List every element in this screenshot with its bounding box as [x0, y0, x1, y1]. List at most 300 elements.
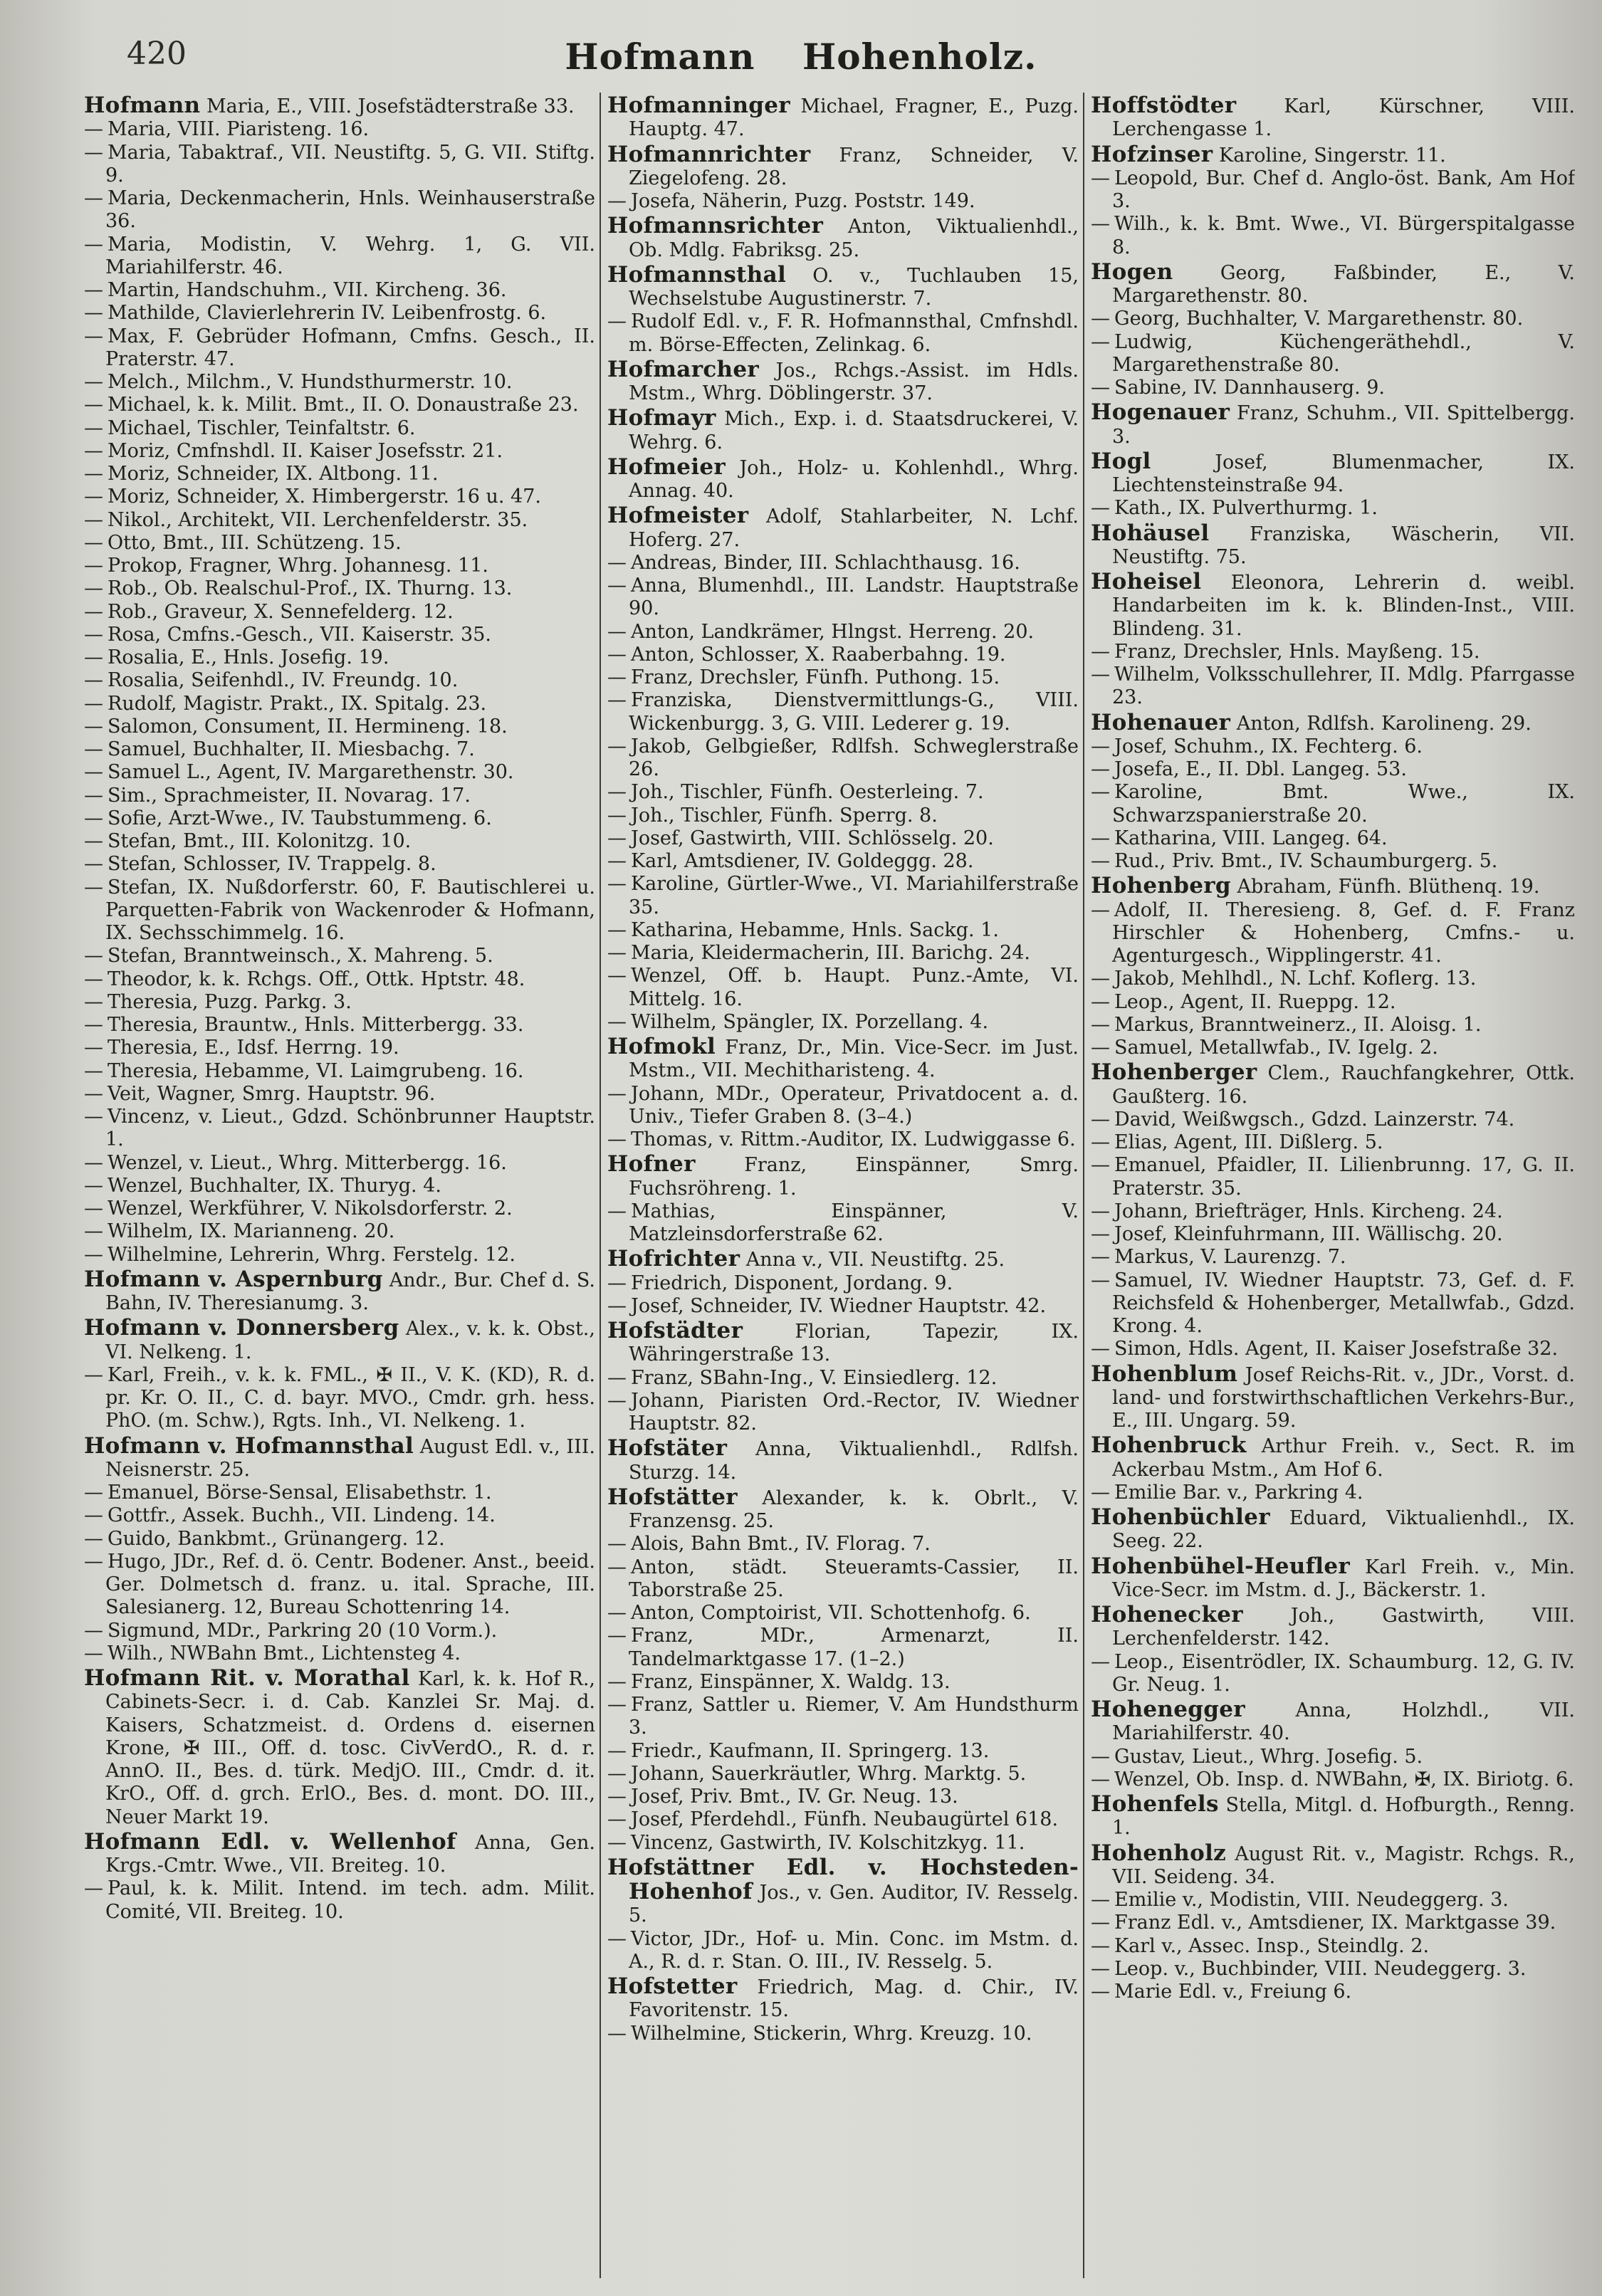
repeat-dash: —	[84, 784, 103, 807]
entry-text: Rudolf Edl. v., F. R. Hofmannsthal, Cmfnshdl. m. Börse-Effecten, Zelinkag. 6.	[629, 310, 1079, 356]
entry-text: Wenzel, Buchhalter, IX. Thuryg. 4.	[108, 1174, 441, 1197]
entry-text: Karl, Amtsdiener, IV. Goldeggg. 28.	[631, 850, 974, 872]
directory-entry-sub	[1091, 781, 1575, 827]
entry-text: Mathias, Einspänner, V. Matzleinsdorferstraße 62.	[629, 1200, 1079, 1245]
entry-text: Friedr., Kaufmann, II. Springerg. 13.	[631, 1739, 990, 1762]
entry-text: Max, F. Gebrüder Hofmann, Cmfns. Gesch., II. Praterstr. 47.	[105, 325, 595, 370]
repeat-dash: —	[84, 945, 103, 968]
repeat-dash: —	[84, 233, 103, 256]
entry-surname: Hofmanninger	[607, 93, 790, 118]
entry-text: Karoline, Gürtler-Wwe., VI. Mariahilferstraße 35.	[629, 873, 1079, 918]
entry-surname: Hofrichter	[607, 1246, 740, 1272]
directory-entry-sub	[1091, 1246, 1575, 1269]
directory-entry-sub	[1091, 1482, 1575, 1504]
repeat-dash: —	[84, 439, 103, 462]
repeat-dash: —	[1091, 1957, 1110, 1980]
entry-text: Josef, Pferdehdl., Fünfh. Neubaugürtel 618.	[631, 1808, 1059, 1831]
entry-text: Paul, k. k. Milit. Intend. im tech. adm. Milit. Comité, VII. Breiteg. 10.	[105, 1877, 595, 1923]
entry-text: Karl, k. k. Hof R., Cabinets-Secr. i. d. Cab. Kanzlei Sr. Maj. d. Kaisers, Schatzmeist. d. Ordens d. eisernen Krone, ✠ III., Off. d. tosc. CivVerdO., R. d. r. AnnO. II., Bes. d. türk. MedjO. III., Cmdr. d. it. KrO., Off. d. grch. ErlO., Bes. d. mont. DO. III., Neuer Markt 19.	[105, 1668, 595, 1828]
entry-text: Emilie v., Modistin, VIII. Neudeggerg. 3.	[1114, 1889, 1509, 1911]
directory-entry-sub	[607, 1128, 1079, 1151]
repeat-dash: —	[84, 1619, 103, 1642]
entry-text: Clem., Rauchfangkehrer, Ottk. Gaußterg. 16.	[1112, 1062, 1575, 1108]
directory-entry-main	[607, 1975, 1079, 2023]
entry-text: Wilhelmine, Stickerin, Whrg. Kreuzg. 10.	[631, 2022, 1032, 2045]
repeat-dash: —	[607, 942, 627, 964]
directory-entry-sub	[84, 463, 595, 486]
directory-entry-sub	[1091, 1768, 1575, 1791]
entry-text: Jos., Rchgs.-Assist. im Hdls. Mstm., Whrg. Döblingerstr. 37.	[629, 359, 1079, 404]
repeat-dash: —	[1091, 781, 1110, 804]
directory-entry-sub	[1091, 991, 1575, 1014]
repeat-dash: —	[84, 1197, 103, 1220]
entry-text: Marie Edl. v., Freiung 6.	[1114, 1981, 1352, 2003]
entry-text: Otto, Bmt., III. Schützeng. 15.	[108, 531, 402, 554]
entry-text: Wenzel, Off. b. Haupt. Punz.-Amte, VI. Mittelg. 16.	[629, 965, 1079, 1010]
entry-surname: Hofstäter	[607, 1435, 728, 1462]
directory-entry-main	[607, 143, 1079, 191]
entry-text: Vincenz, Gastwirth, IV. Kolschitzkyg. 11.	[631, 1831, 1025, 1854]
repeat-dash: —	[84, 646, 103, 669]
repeat-dash: —	[84, 990, 103, 1013]
entry-text: Karl v., Assec. Insp., Steindlg. 2.	[1114, 1934, 1430, 1957]
entry-surname: Hohenblum	[1091, 1361, 1238, 1387]
directory-entry-sub	[607, 781, 1079, 804]
directory-entry-sub	[1091, 1200, 1575, 1223]
entry-text: Moriz, Schneider, IX. Altbong. 11.	[108, 463, 439, 485]
entry-text: Franziska, Dienstvermittlungs-G., VIII. Wickenburgg. 3, G. VIII. Lederer g. 19.	[629, 689, 1079, 735]
directory-entry-sub	[84, 394, 595, 416]
directory-entry-main	[1091, 450, 1575, 498]
entry-text: Karl, Kürschner, VIII. Lerchengasse 1.	[1112, 95, 1575, 141]
directory-entry-main	[607, 504, 1079, 552]
entry-text: Stefan, IX. Nußdorferstr. 60, F. Bautischlerei u. Parquetten-Fabrik von Wackenroder & Hofmann, IX. Sechsschimmelg. 16.	[105, 876, 595, 944]
entry-text: Markus, Branntweinerz., II. Aloisg. 1.	[1114, 1013, 1482, 1036]
entry-text: Eduard, Viktualienhdl., IX. Seeg. 22.	[1112, 1507, 1575, 1553]
directory-entry-sub	[84, 577, 595, 600]
directory-entry-sub	[84, 1364, 595, 1433]
entry-text: Anna, Viktualienhdl., Rdlfsh. Sturzg. 14.	[629, 1438, 1079, 1484]
directory-entry-sub	[84, 1106, 595, 1152]
repeat-dash: —	[607, 1602, 627, 1624]
entry-text: Gustav, Lieut., Whrg. Josefig. 5.	[1114, 1745, 1423, 1768]
directory-entry-main	[1091, 1842, 1575, 1889]
directory-entry-main	[1091, 1434, 1575, 1482]
directory-entry-main	[1091, 1698, 1575, 1746]
entry-text: Michael, k. k. Milit. Bmt., II. O. Donaustraße 23.	[108, 394, 579, 416]
entry-text: Mathilde, Clavierlehrerin IV. Leibenfrostg. 6.	[108, 302, 547, 325]
entry-text: Markus, V. Laurenzg. 7.	[1114, 1246, 1346, 1269]
entry-text: Thomas, v. Rittm.-Auditor, IX. Ludwiggasse 6.	[631, 1128, 1076, 1150]
directory-entry-sub	[84, 532, 595, 555]
directory-entry-sub	[607, 735, 1079, 782]
repeat-dash: —	[607, 643, 627, 666]
entry-text: Georg, Buchhalter, V. Margarethenstr. 80.	[1114, 308, 1524, 330]
entry-text: Andr., Bur. Chef d. S. Bahn, IV. Theresianumg. 3.	[105, 1269, 595, 1314]
entry-text: Josef Reichs-Rit. v., JDr., Vorst. d. land- und forstwirthschaftlichen Verkehrs-Bur., E., III. Ungarg. 59.	[1112, 1363, 1575, 1432]
repeat-dash: —	[1091, 1981, 1110, 2003]
entry-text: Anton, Comptoirist, VII. Schottenhofg. 6.	[631, 1602, 1031, 1624]
entry-text: Victor, JDr., Hof- u. Min. Conc. im Mstm. d. A., R. d. r. Stan. O. III., IV. Resselg. 5.	[629, 1927, 1079, 1973]
entry-surname: Hofmarcher	[607, 356, 759, 382]
entry-text: Adolf, Stahlarbeiter, N. Lchf. Hoferg. 27.	[629, 505, 1079, 551]
directory-entry-main	[607, 1247, 1079, 1272]
entry-surname: Hofmeister	[607, 503, 749, 529]
entry-surname: Hofmann v. Donnersberg	[84, 1315, 399, 1341]
repeat-dash: —	[84, 623, 103, 646]
repeat-dash: —	[84, 394, 103, 416]
entry-text: Theresia, Puzg. Parkg. 3.	[108, 990, 352, 1013]
entry-text: Franz, Drechsler, Fünfh. Puthong. 15.	[631, 666, 1000, 688]
entry-text: Anton, Landkrämer, Hlngst. Herreng. 20.	[631, 620, 1035, 643]
entry-text: Anna, Blumenhdl., III. Landstr. Hauptstraße 90.	[629, 575, 1079, 620]
directory-entry-main	[607, 1486, 1079, 1534]
directory-entry-sub	[1091, 850, 1575, 873]
entry-text: Florian, Tapezir, IX. Währingerstraße 13.	[629, 1321, 1079, 1366]
repeat-dash: —	[84, 279, 103, 301]
repeat-dash: —	[84, 555, 103, 577]
repeat-dash: —	[84, 853, 103, 876]
repeat-dash: —	[1091, 377, 1110, 399]
entry-text: Simon, Hdls. Agent, II. Kaiser Josefstraße 32.	[1114, 1338, 1559, 1361]
repeat-dash: —	[84, 1363, 103, 1386]
entry-surname: Hogl	[1091, 448, 1151, 474]
repeat-dash: —	[607, 1694, 627, 1716]
entry-text: Georg, Faßbinder, E., V. Margarethenstr. 80.	[1112, 261, 1575, 307]
directory-entry-sub	[1091, 899, 1575, 968]
repeat-dash: —	[607, 918, 627, 941]
entry-text: Maria, Kleidermacherin, III. Barichg. 24.	[631, 942, 1030, 964]
entry-text: Andreas, Binder, III. Schlachthausg. 16.	[631, 551, 1020, 574]
entry-text: Katharina, Hebamme, Hnls. Sackg. 1.	[631, 918, 999, 941]
directory-entry-sub	[607, 1367, 1079, 1390]
directory-entry-sub	[84, 830, 595, 853]
directory-entry-sub	[1091, 968, 1575, 990]
entry-text: Salomon, Consument, II. Hermineng. 18.	[108, 715, 508, 738]
entry-text: Joh., Holz- u. Kohlenhdl., Whrg. Annag. 40.	[629, 456, 1079, 502]
entry-text: Wilh., NWBahn Bmt., Lichtensteg 4.	[108, 1642, 461, 1665]
entry-text: Stefan, Bmt., III. Kolonitzg. 10.	[108, 830, 412, 852]
repeat-dash: —	[84, 761, 103, 784]
entry-surname: Hofmokl	[607, 1034, 716, 1059]
entry-surname: Hohenberger	[1091, 1059, 1257, 1086]
directory-entry-sub	[1091, 1889, 1575, 1912]
repeat-dash: —	[84, 1550, 103, 1573]
directory-entry-sub	[1091, 1958, 1575, 1981]
directory-entry-main	[1091, 874, 1575, 898]
repeat-dash: —	[1091, 735, 1110, 758]
directory-entry-sub	[607, 1556, 1079, 1603]
entry-surname: Hohenfels	[1091, 1791, 1219, 1817]
entry-surname: Hohenecker	[1091, 1602, 1243, 1627]
directory-entry-sub	[84, 118, 595, 141]
entry-text: Alex., v. k. k. Obst., VI. Nelkeng. 1.	[105, 1318, 595, 1363]
entry-text: Josef, Gastwirth, VIII. Schlösselg. 20.	[631, 827, 994, 849]
directory-entry-sub	[84, 761, 595, 784]
directory-entry-sub	[84, 1060, 595, 1083]
directory-entry-sub	[84, 417, 595, 440]
page-number: 420	[127, 36, 187, 72]
directory-entry-sub	[1091, 497, 1575, 520]
directory-entry-sub	[84, 1482, 595, 1504]
repeat-dash: —	[607, 873, 627, 896]
directory-entry-sub	[607, 310, 1079, 357]
directory-entry-sub	[84, 715, 595, 738]
entry-surname: Hofmannsthal	[607, 261, 787, 288]
entry-text: Emanuel, Pfaidler, II. Lilienbrunng. 17, G. II. Praterstr. 35.	[1112, 1154, 1575, 1200]
repeat-dash: —	[1091, 1154, 1110, 1177]
entry-text: Anna, Holzhdl., VII. Mariahilferstr. 40.	[1112, 1699, 1575, 1745]
repeat-dash: —	[84, 577, 103, 600]
repeat-dash: —	[1091, 308, 1110, 330]
entry-text: Wenzel, v. Lieut., Whrg. Mitterbergg. 16.	[108, 1151, 507, 1174]
entry-text: Theresia, Brauntw., Hnls. Mitterbergg. 33.	[108, 1014, 524, 1036]
entry-text: Maria, E., VIII. Josefstädterstraße 33.	[206, 95, 575, 117]
directory-entry-sub	[1091, 1912, 1575, 1934]
directory-entry-sub	[84, 1083, 595, 1106]
repeat-dash: —	[607, 551, 627, 574]
directory-entry-main	[84, 94, 595, 118]
entry-text: Wilhelm, Volksschullehrer, II. Mdlg. Pfarrgasse 23.	[1112, 664, 1575, 709]
directory-entry-sub	[84, 1642, 595, 1665]
repeat-dash: —	[607, 850, 627, 872]
directory-entry-sub	[84, 1551, 595, 1620]
directory-entry-sub	[607, 1200, 1079, 1247]
entry-text: Gottfr., Assek. Buchh., VII. Lindeng. 14.	[108, 1504, 496, 1527]
directory-entry-sub	[607, 1533, 1079, 1556]
repeat-dash: —	[1091, 330, 1110, 353]
repeat-dash: —	[84, 1082, 103, 1105]
repeat-dash: —	[1091, 1768, 1110, 1791]
directory-entry-main	[1091, 1793, 1575, 1840]
entry-text: Hugo, JDr., Ref. d. ö. Centr. Bodener. Anst., beeid. Ger. Dolmetsch d. franz. u. ital. Sprache, III. Salesianerg. 12, Bureau Schottenring 14.	[105, 1550, 595, 1619]
directory-entry-sub	[84, 968, 595, 991]
directory-entry-sub	[607, 804, 1079, 827]
repeat-dash: —	[1091, 1481, 1110, 1504]
directory-entry-sub	[607, 552, 1079, 575]
repeat-dash: —	[607, 1927, 627, 1950]
directory-entry-sub	[84, 1197, 595, 1220]
entry-surname: Hofmayr	[607, 405, 716, 431]
entry-text: Alexander, k. k. Obrlt., V. Franzensg. 25.	[629, 1487, 1079, 1532]
directory-entry-sub	[84, 187, 595, 234]
entry-text: Moriz, Schneider, X. Himbergerstr. 16 u. 47.	[108, 486, 541, 508]
column-1	[84, 93, 595, 2278]
entry-text: Emanuel, Börse-Sensal, Elisabethstr. 1.	[108, 1482, 492, 1504]
repeat-dash: —	[607, 1366, 627, 1389]
directory-entry-main	[607, 358, 1079, 406]
entry-text: Franz, Einspänner, Smrg. Fuchsröhreng. 1.	[629, 1154, 1079, 1200]
entry-text: Elias, Agent, III. Dißlerg. 5.	[1114, 1131, 1383, 1153]
directory-entry-main	[1091, 258, 1575, 308]
directory-entry-main	[607, 1856, 1079, 1928]
directory-entry-sub	[607, 1740, 1079, 1763]
directory-entry-sub	[84, 509, 595, 532]
repeat-dash: —	[84, 715, 103, 738]
directory-entry-sub	[1091, 1269, 1575, 1338]
entry-text: Sofie, Arzt-Wwe., IV. Taubstummeng. 6.	[108, 807, 492, 829]
repeat-dash: —	[84, 1151, 103, 1174]
directory-entry-sub	[607, 942, 1079, 965]
entry-text: Friedrich, Disponent, Jordang. 9.	[631, 1272, 953, 1294]
entry-surname: Hohenbühel-Heufler	[1091, 1553, 1351, 1579]
entry-text: Friedrich, Mag. d. Chir., IV. Favoritenstr. 15.	[629, 1976, 1079, 2022]
directory-entry-sub	[607, 1390, 1079, 1436]
directory-entry-sub	[607, 2023, 1079, 2045]
directory-entry-sub	[84, 646, 595, 669]
directory-entry-main	[1091, 711, 1575, 735]
column-divider	[600, 93, 601, 2278]
directory-entry-sub	[1091, 664, 1575, 710]
entry-text: Franz, Dr., Min. Vice-Secr. im Just. Mstm., VII. Mechitharisteng. 4.	[629, 1037, 1079, 1082]
entry-text: August Rit. v., Magistr. Rchgs. R., VII. Seideng. 34.	[1112, 1842, 1575, 1888]
directory-entry-sub	[607, 689, 1079, 735]
entry-text: Alois, Bahn Bmt., IV. Florag. 7.	[631, 1533, 931, 1556]
entry-surname: Hofner	[607, 1151, 696, 1178]
repeat-dash: —	[84, 1642, 103, 1665]
directory-entry-sub	[1091, 331, 1575, 377]
repeat-dash: —	[1091, 664, 1110, 686]
directory-entry-sub	[84, 945, 595, 968]
directory-entry-sub	[84, 486, 595, 508]
directory-entry-sub	[84, 669, 595, 692]
repeat-dash: —	[607, 2022, 627, 2045]
entry-text: Rud., Priv. Bmt., IV. Schaumburgerg. 5.	[1114, 850, 1498, 872]
directory-entry-sub	[84, 325, 595, 372]
entry-text: Rudolf, Magistr. Prakt., IX. Spitalg. 23.	[108, 692, 487, 715]
repeat-dash: —	[607, 1389, 627, 1412]
directory-entry-sub	[84, 991, 595, 1014]
repeat-dash: —	[84, 669, 103, 692]
entry-text: Karoline, Singerstr. 11.	[1219, 144, 1446, 167]
entry-text: Josef, Blumenmacher, IX. Liechtensteinstraße 94.	[1112, 451, 1575, 496]
entry-text: Arthur Freih. v., Sect. R. im Ackerbau Mstm., Am Hof 6.	[1112, 1435, 1575, 1481]
repeat-dash: —	[84, 600, 103, 623]
repeat-dash: —	[84, 486, 103, 508]
repeat-dash: —	[84, 1527, 103, 1550]
repeat-dash: —	[607, 310, 627, 333]
entry-text: Rob., Ob. Realschul-Prof., IX. Thurng. 13.	[108, 577, 513, 600]
repeat-dash: —	[1091, 1037, 1110, 1059]
directory-entry-sub	[84, 624, 595, 646]
directory-entry-sub	[1091, 1338, 1575, 1361]
repeat-dash: —	[607, 1272, 627, 1294]
directory-entry-sub	[84, 1037, 595, 1059]
repeat-dash: —	[84, 968, 103, 990]
entry-text: Josef, Priv. Bmt., IV. Gr. Neug. 13.	[631, 1786, 958, 1808]
repeat-dash: —	[1091, 898, 1110, 921]
directory-entry-sub	[84, 279, 595, 302]
directory-entry-sub	[1091, 758, 1575, 781]
entry-text: Stefan, Schlosser, IV. Trappelg. 8.	[108, 853, 436, 876]
running-head-left: Hofmann	[565, 36, 755, 78]
entry-text: Wenzel, Werkführer, V. Nikolsdorferstr. 2.	[108, 1197, 513, 1220]
repeat-dash: —	[84, 531, 103, 554]
repeat-dash: —	[1091, 1934, 1110, 1957]
directory-entry-sub	[607, 919, 1079, 942]
directory-entry-sub	[84, 234, 595, 280]
entry-text: Karoline, Bmt. Wwe., IX. Schwarzspanierstraße 20.	[1112, 781, 1575, 827]
repeat-dash: —	[84, 807, 103, 829]
directory-entry-sub	[607, 965, 1079, 1011]
entry-surname: Hohenegger	[1091, 1697, 1245, 1722]
directory-entry-sub	[84, 1528, 595, 1551]
repeat-dash: —	[84, 692, 103, 715]
repeat-dash: —	[84, 1106, 103, 1128]
directory-entry-main	[1091, 94, 1575, 142]
entry-text: Wilh., k. k. Bmt. Wwe., VI. Bürgerspitalgasse 8.	[1112, 213, 1575, 258]
repeat-dash: —	[607, 1831, 627, 1854]
repeat-dash: —	[607, 1200, 627, 1222]
directory-entry-main	[1091, 1061, 1575, 1108]
directory-entry-sub	[84, 853, 595, 876]
directory-entry-sub	[84, 1014, 595, 1037]
entry-text: Sabine, IV. Dannhauserg. 9.	[1114, 377, 1386, 399]
entry-text: Johann, Briefträger, Hnls. Kircheng. 24.	[1114, 1200, 1503, 1222]
entry-text: Guido, Bankbmt., Grünangerg. 12.	[108, 1527, 445, 1550]
directory-entry-main	[1091, 1506, 1575, 1553]
repeat-dash: —	[84, 876, 103, 898]
directory-entry-sub	[1091, 1651, 1575, 1697]
entry-surname: Hohenholz	[1091, 1840, 1227, 1866]
entry-text: Veit, Wagner, Smrg. Hauptstr. 96.	[108, 1082, 436, 1105]
repeat-dash: —	[84, 1877, 103, 1900]
directory-entry-sub	[607, 1694, 1079, 1740]
repeat-dash: —	[84, 118, 103, 141]
repeat-dash: —	[607, 1739, 627, 1762]
repeat-dash: —	[1091, 640, 1110, 663]
directory-entry-sub	[607, 827, 1079, 850]
entry-surname: Hofmann v. Aspernburg	[84, 1266, 383, 1292]
repeat-dash: —	[607, 735, 627, 758]
entry-text: Samuel, IV. Wiedner Hauptstr. 73, Gef. d. F. Reichsfeld & Hohenberger, Metallwfab., Gdzd. Krong. 4.	[1112, 1269, 1575, 1337]
directory-entry-sub	[1091, 1131, 1575, 1154]
directory-entry-main	[1091, 1555, 1575, 1603]
entry-text: Anton, Schlosser, X. Raaberbahng. 19.	[631, 643, 1006, 666]
directory-entry-main	[1091, 522, 1575, 570]
directory-entry-main	[607, 456, 1079, 503]
entry-surname: Hofstättner Edl. v. Hochsteden-Hohenhof	[607, 1854, 1079, 1904]
directory-entry-sub	[84, 1620, 595, 1642]
repeat-dash: —	[607, 827, 627, 849]
entry-text: Franz, Schneider, V. Ziegelofeng. 28.	[629, 144, 1079, 189]
entry-text: Franz, Drechsler, Hnls. Mayßeng. 15.	[1114, 640, 1480, 663]
entry-surname: Hohenauer	[1091, 709, 1231, 735]
directory-entry-sub	[84, 440, 595, 463]
repeat-dash: —	[1091, 1912, 1110, 1934]
entry-text: Nikol., Architekt, VII. Lerchenfelderstr. 35.	[108, 508, 528, 531]
entry-text: Wilhelm, Spängler, IX. Porzellang. 4.	[631, 1010, 989, 1033]
entry-text: Leop. v., Buchbinder, VIII. Neudeggerg. 3.	[1114, 1957, 1527, 1980]
entry-text: Maria, Tabaktraf., VII. Neustiftg. 5, G. VII. Stiftg. 9.	[105, 141, 595, 187]
directory-entry-main	[607, 214, 1079, 262]
directory-entry-sub	[84, 1504, 595, 1527]
entry-text: Franz Edl. v., Amtsdiener, IX. Marktgasse 39.	[1114, 1912, 1556, 1934]
entry-text: Karl, Freih., v. k. k. FML., ✠ II., V. K. (KD), R. d. pr. Kr. O. II., C. d. bayr. MVO., Cmdr. grh. hess. PhO. (m. Schw.), Rgts. Inh., VI. Nelkeng. 1.	[105, 1363, 595, 1432]
entry-text: Rosa, Cmfns.-Gesch., VII. Kaiserstr. 35.	[108, 623, 491, 646]
repeat-dash: —	[1091, 1889, 1110, 1911]
directory-entry-sub	[84, 1244, 595, 1267]
repeat-dash: —	[1091, 1200, 1110, 1222]
repeat-dash: —	[1091, 1650, 1110, 1673]
entry-surname: Hofmann v. Hofmannsthal	[84, 1432, 414, 1459]
directory-entry-sub	[1091, 1037, 1575, 1059]
repeat-dash: —	[84, 463, 103, 485]
directory-entry-sub	[84, 1175, 595, 1197]
entry-text: Josefa, Näherin, Puzg. Poststr. 149.	[631, 190, 975, 212]
entry-text: Sigmund, MDr., Parkring 20 (10 Vorm.).	[108, 1619, 498, 1642]
directory-entry-sub	[1091, 1014, 1575, 1037]
